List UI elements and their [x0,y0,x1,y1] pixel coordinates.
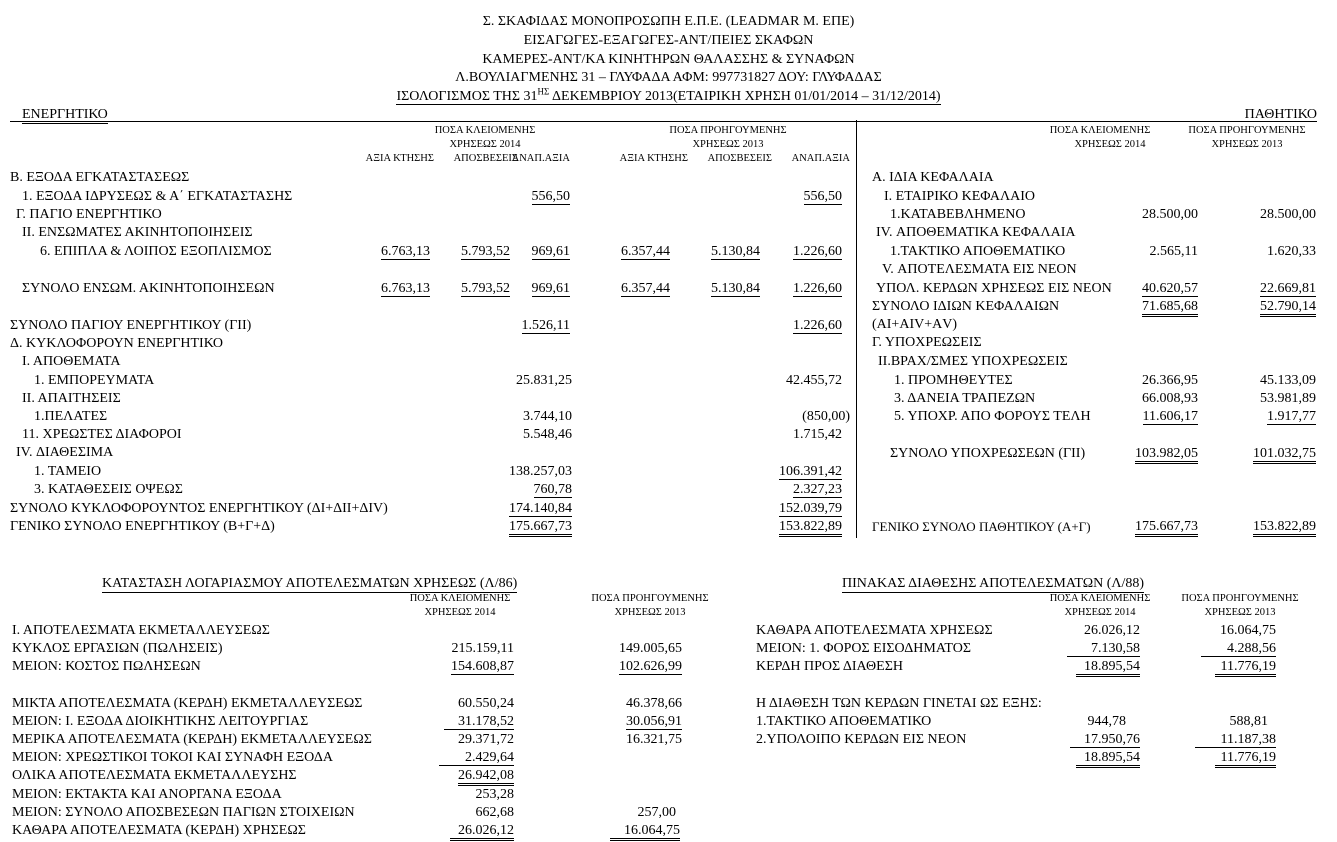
income-col-current-line-1: ΠΟΣΑ ΚΛΕΙΟΜΕΝΗΣ [409,593,511,604]
asset-merchandise-2014: 25.831,25 [516,373,572,388]
liab-paid-in-2013: 28.500,00 [1260,207,1316,222]
asset-furniture-net-2014: 969,61 [531,244,570,259]
liab-total-equity-2013: 52.790,14 [1260,299,1316,317]
liab-label-g: Γ. ΥΠΟΧΡΕΩΣΕΙΣ [872,335,982,350]
asset-debtors-2013: 1.715,42 [793,427,842,442]
asset-label-merchandise: 1. ΕΜΠΟΡΕΥΜΑΤΑ [34,373,155,388]
company-name: Σ. ΣΚΑΦΙΔΑΣ ΜΟΝΟΠΡΟΣΩΠΗ Ε.Π.Ε. (LEADMAR M. ΕΠΕ) [482,14,855,29]
dist-net-results-2014: 26.026,12 [1084,623,1140,638]
company-address: Λ.ΒΟΥΛΙΑΓΜΕΝΗΣ 31 – ΓΛΥΦΑΔΑ ΑΦΜ: 997731827 ΔΟΥ: ΓΛΥΦΑΔΑΣ [455,70,882,85]
dist-legal-reserve-2014: 944,78 [1087,714,1126,729]
liabilities-heading: ΠΑΘΗΤΙΚΟ [1244,107,1317,122]
assets-sub-dep-2014: ΑΠΟΣΒΕΣΕΙΣ [453,153,518,164]
asset-total-fixed-2014: 1.526,11 [521,318,570,333]
asset-label-tangible: ΙΙ. ΕΝΣΩΜΑΤΕΣ ΑΚΙΝΗΤΟΠΟΙΗΣΕΙΣ [22,225,253,240]
asset-merchandise-2013: 42.455,72 [786,373,842,388]
balance-sheet-title-post: ΔΕΚΕΜΒΡΙΟΥ 2013(ΕΤΑΙΡΙΚΗ ΧΡΗΣΗ 01/01/2014 – 31/12/2014) [549,89,941,104]
asset-label-total-current: ΣΥΝΟΛΟ ΚΥΚΛΟΦΟΡΟΥΝΤΟΣ ΕΝΕΡΓΗΤΙΚΟΥ (ΔΙ+ΔΙΙ+ΔΙV) [10,501,388,516]
income-partial-2014: 29.371,72 [458,732,514,747]
income-label-depreciation: ΜΕΙΟΝ: ΣΥΝΟΛΟ ΑΠΟΣΒΕΣΕΩΝ ΠΑΓΙΩΝ ΣΤΟΙΧΕΙΩΝ [12,805,355,820]
asset-total-current-2013: 152.039,79 [779,501,842,516]
income-label-extraordinary: ΜΕΙΟΝ: ΕΚΤΑΚΤΑ ΚΑΙ ΑΝΟΡΓΑΝΑ ΕΞΟΔΑ [12,787,282,802]
income-depreciation-2014: 662,68 [475,805,514,820]
asset-debtors-2014: 5.548,46 [523,427,572,442]
income-col-prev-line-2: ΧΡΗΣΕΩΣ 2013 [614,607,686,618]
dist-income-tax-2014: 7.130,58 [1067,641,1140,657]
dist-label-net-results: ΚΑΘΑΡΑ ΑΠΟΤΕΛΕΣΜΑΤΑ ΧΡΗΣΕΩΣ [756,623,993,638]
income-title: ΚΑΤΑΣΤΑΣΗ ΛΟΓΑΡΙΑΣΜΟΥ ΑΠΟΤΕΛΕΣΜΑΤΩΝ ΧΡΗΣΕΩΣ (Λ/86) [102,576,518,591]
asset-label-total-fixed: ΣΥΝΟΛΟ ΠΑΓΙΟΥ ΕΝΕΡΓΗΤΙΚΟΥ (ΓΙΙ) [10,318,252,333]
assets-col-prev-line-2: ΧΡΗΣΕΩΣ 2013 [692,139,764,150]
income-label-cogs: ΜΕΙΟΝ: ΚΟΣΤΟΣ ΠΩΛΗΣΕΩΝ [12,659,201,674]
asset-label-cash: 1. ΤΑΜΕΙΟ [34,464,102,479]
balance-sheet-title-sup: ΗΣ [537,86,550,97]
dist-label-income-tax: ΜΕΙΟΝ: 1. ΦΟΡΟΣ ΕΙΣΟΔΗΜΑΤΟΣ [756,641,971,656]
distribution-title: ΠΙΝΑΚΑΣ ΔΙΑΘΕΣΗΣ ΑΠΟΤΕΛΕΣΜΑΤΩΝ (Λ/88) [842,576,1145,591]
income-label-sales: ΚΥΚΛΟΣ ΕΡΓΑΣΙΩΝ (ΠΩΛΗΣΕΙΣ) [12,641,223,656]
header-rule [10,121,1317,122]
liab-label-total-liabilities: ΣΥΝΟΛΟ ΥΠΟΧΡΕΩΣΕΩΝ (ΓΙΙ) [890,446,1086,461]
dist-label-distributable: ΚΕΡΔΗ ΠΡΟΣ ΔΙΑΘΕΣΗ [756,659,903,674]
asset-label-grand-total: ΓΕΝΙΚΟ ΣΥΝΟΛΟ ΕΝΕΡΓΗΤΙΚΟΥ (Β+Γ+Δ) [10,519,275,534]
liab-legal-reserve-2014: 2.565,11 [1149,244,1198,259]
income-admin-2013: 30.056,91 [626,714,682,729]
income-label-total-operating: ΟΛΙΚΑ ΑΠΟΤΕΛΕΣΜΑΤΑ ΕΚΜΕΤΑΛΛΕΥΣΗΣ [12,768,297,783]
asset-label-debtors: 11. ΧΡΕΩΣΤΕΣ ΔΙΑΦΟΡΟΙ [22,427,182,442]
income-net-2014: 26.026,12 [450,823,514,841]
dist-label-allocation: Η ΔΙΑΘΕΣΗ ΤΩΝ ΚΕΡΔΩΝ ΓΙΝΕΤΑΙ ΩΣ ΕΞΗΣ: [756,696,1042,711]
income-gross-2014: 60.550,24 [458,696,514,711]
asset-customers-2013: (850,00) [802,409,850,424]
asset-customers-2014: 3.744,10 [523,409,572,424]
liab-label-total-equity-formula: (ΑΙ+ΑΙV+ΑV) [872,317,957,332]
income-label-interest: ΜΕΙΟΝ: ΧΡΕΩΣΤΙΚΟΙ ΤΟΚΟΙ ΚΑΙ ΣΥΝΑΦΗ ΕΞΟΔΑ [12,750,334,765]
dist-col-prev-line-2: ΧΡΗΣΕΩΣ 2013 [1204,607,1276,618]
asset-cash-2013: 106.391,42 [779,464,842,479]
income-label-admin: ΜΕΙΟΝ: Ι. ΕΞΟΔΑ ΔΙΟΙΚΗΤΙΚΗΣ ΛΕΙΤΟΥΡΓΙΑΣ [12,714,309,729]
liab-retained-2014: 40.620,57 [1142,281,1198,296]
dist-retained-2013: 11.187,38 [1195,732,1276,748]
liab-paid-in-2014: 28.500,00 [1142,207,1198,222]
income-cogs-2014: 154.608,87 [451,659,514,674]
asset-label-d: Δ. ΚΥΚΛΟΦΟΡΟΥΝ ΕΝΕΡΓΗΤΙΚΟ [10,336,223,351]
liab-suppliers-2014: 26.366,95 [1142,373,1198,388]
liab-grand-total-2013: 153.822,89 [1253,519,1316,537]
income-label-gross: ΜΙΚΤΑ ΑΠΟΤΕΛΕΣΜΑΤΑ (ΚΕΡΔΗ) ΕΚΜΕΤΑΛΛΕΥΣΕΩΣ [12,696,363,711]
liab-label-retained: ΥΠΟΛ. ΚΕΡΔΩΝ ΧΡΗΣΕΩΣ ΕΙΣ ΝΕΟΝ [876,281,1112,296]
asset-deposits-2013: 2.327,23 [793,482,842,497]
income-total-operating-2014: 26.942,08 [458,768,514,786]
asset-label-receivables: ΙΙ. ΑΠΑΙΤΗΣΕΙΣ [22,391,121,406]
asset-furniture-dep-2014: 5.793,52 [461,244,510,259]
liab-label-a: Α. ΙΔΙΑ ΚΕΦΑΛΑΙΑ [872,170,994,185]
liab-total-equity-2014: 71.685,68 [1142,299,1198,317]
income-label-partial: ΜΕΡΙΚΑ ΑΠΟΤΕΛΕΣΜΑΤΑ (ΚΕΡΔΗ) ΕΚΜΕΤΑΛΛΕΥΣΕΩΣ [12,732,372,747]
dist-distributable-2014: 18.895,54 [1076,659,1140,677]
assets-col-current-line-2: ΧΡΗΣΕΩΣ 2014 [449,139,521,150]
liab-label-paid-in: 1.ΚΑΤΑΒΕΒΛΗΜΕΝΟ [890,207,1026,222]
asset-label-cash-equiv: IV. ΔΙΑΘΕΣΙΜΑ [16,445,114,460]
income-sales-2014: 215.159,11 [451,641,514,656]
income-admin-2014: 31.178,52 [444,714,514,730]
dist-col-current-line-1: ΠΟΣΑ ΚΛΕΙΟΜΕΝΗΣ [1049,593,1151,604]
liab-label-taxes: 5. ΥΠΟΧΡ. ΑΠΟ ΦΟΡΟΥΣ ΤΕΛΗ [894,409,1091,424]
income-label-net: ΚΑΘΑΡΑ ΑΠΟΤΕΛΕΣΜΑΤΑ (ΚΕΡΔΗ) ΧΡΗΣΕΩΣ [12,823,306,838]
income-net-2013: 16.064,75 [610,823,680,841]
liab-label-reserves: IV. ΑΠΟΘΕΜΑΤΙΚΑ ΚΕΦΑΛΑΙΑ [876,225,1076,240]
asset-label-furniture: 6. ΕΠΙΠΛΑ & ΛΟΙΠΟΣ ΕΞΟΠΛΙΣΜΟΣ [40,244,272,259]
assets-heading: ΕΝΕΡΓΗΤΙΚΟ [22,107,108,122]
liab-suppliers-2013: 45.133,09 [1260,373,1316,388]
balance-sheet-title [0,86,1337,105]
liab-taxes-2014: 11.606,17 [1142,409,1198,424]
liab-col-prev-line-1: ΠΟΣΑ ΠΡΟΗΓΟΥΜΕΝΗΣ [1188,125,1306,136]
asset-label-formation: 1. ΕΞΟΔΑ ΙΔΡΥΣΕΩΣ & Α΄ ΕΓΚΑΤΑΣΤΑΣΗΣ [22,189,293,204]
asset-formation-net-2014: 556,50 [531,189,570,204]
asset-grand-total-2013: 153.822,89 [779,519,842,537]
asset-total-tangible-net-2014: 969,61 [531,281,570,296]
asset-total-tangible-dep-2013: 5.130,84 [711,281,760,296]
asset-total-tangible-cost-2014: 6.763,13 [381,281,430,296]
liab-bank-loans-2014: 66.008,93 [1142,391,1198,406]
asset-furniture-cost-2013: 6.357,44 [621,244,670,259]
dist-col-current-line-2: ΧΡΗΣΕΩΣ 2014 [1064,607,1136,618]
asset-formation-net-2013: 556,50 [803,189,842,204]
liab-col-prev-line-2: ΧΡΗΣΕΩΣ 2013 [1211,139,1283,150]
liab-col-current-line-1: ΠΟΣΑ ΚΛΕΙΟΜΕΝΗΣ [1049,125,1151,136]
asset-label-inventory: Ι. ΑΠΟΘΕΜΑΤΑ [22,354,121,369]
dist-total-2013: 11.776,19 [1215,750,1276,768]
balance-sheet-title-pre: ΙΣΟΛΟΓΙΣΜΟΣ ΤΗΣ 31 [396,89,538,104]
assets-col-current-line-1: ΠΟΣΑ ΚΛΕΙΟΜΕΝΗΣ [434,125,536,136]
asset-furniture-net-2013: 1.226,60 [793,244,842,259]
liab-label-share-capital: Ι. ΕΤΑΙΡΙΚΟ ΚΕΦΑΛΑΙΟ [884,189,1035,204]
asset-total-current-2014: 174.140,84 [509,501,572,516]
liab-label-suppliers: 1. ΠΡΟΜΗΘΕΥΤΕΣ [894,373,1013,388]
dist-distributable-2013: 11.776,19 [1215,659,1276,677]
income-interest-2014: 2.429,64 [439,750,514,766]
liab-label-retained-heading: V. ΑΠΟΤΕΛΕΣΜΑΤΑ ΕΙΣ ΝΕΟΝ [882,262,1077,277]
asset-total-tangible-dep-2014: 5.793,52 [461,281,510,296]
liab-col-current-line-2: ΧΡΗΣΕΩΣ 2014 [1074,139,1146,150]
income-gross-2013: 46.378,66 [626,696,682,711]
assets-col-prev-line-1: ΠΟΣΑ ΠΡΟΗΓΟΥΜΕΝΗΣ [669,125,787,136]
assets-sub-cost-2013: ΑΞΙΑ ΚΤΗΣΗΣ [619,153,688,164]
income-col-current-line-2: ΧΡΗΣΕΩΣ 2014 [424,607,496,618]
assets-sub-dep-2013: ΑΠΟΣΒΕΣΕΙΣ [707,153,772,164]
income-depreciation-2013: 257,00 [637,805,676,820]
liab-legal-reserve-2013: 1.620,33 [1267,244,1316,259]
dist-label-retained: 2.ΥΠΟΛΟΙΠΟ ΚΕΡΔΩΝ ΕΙΣ ΝΕΟΝ [756,732,967,747]
income-col-prev-line-1: ΠΟΣΑ ΠΡΟΗΓΟΥΜΕΝΗΣ [591,593,709,604]
asset-grand-total-2014: 175.667,73 [509,519,572,537]
company-activity-line-1: ΕΙΣΑΓΩΓΕΣ-ΕΞΑΓΩΓΕΣ-ΑΝΤ/ΠΕΙΕΣ ΣΚΑΦΩΝ [523,33,814,48]
asset-label-deposits: 3. ΚΑΤΑΘΕΣΕΙΣ ΟΨΕΩΣ [34,482,183,497]
assets-sub-net-2013: ΑΝΑΠ.ΑΞΙΑ [791,153,850,164]
liab-label-grand-total: ΓΕΝΙΚΟ ΣΥΝΟΛΟ ΠΑΘΗΤΙΚΟΥ (Α+Γ) [872,519,1091,534]
income-label-operating: Ι. ΑΠΟΤΕΛΕΣΜΑΤΑ ΕΚΜΕΤΑΛΛΕΥΣΕΩΣ [12,623,270,638]
liab-label-total-equity: ΣΥΝΟΛΟ ΙΔΙΩΝ ΚΕΦΑΛΑΙΩΝ [872,299,1060,314]
liab-grand-total-2014: 175.667,73 [1135,519,1198,537]
assets-sub-cost-2014: ΑΞΙΑ ΚΤΗΣΗΣ [365,153,434,164]
company-activity-line-2: ΚΑΜΕΡΕΣ-ΑΝΤ/ΚΑ ΚΙΝΗΤΗΡΩΝ ΘΑΛΑΣΣΗΣ & ΣΥΝΑΦΩΝ [482,52,855,67]
dist-col-prev-line-1: ΠΟΣΑ ΠΡΟΗΓΟΥΜΕΝΗΣ [1181,593,1299,604]
asset-label-g: Γ. ΠΑΓΙΟ ΕΝΕΡΓΗΤΙΚΟ [16,207,162,222]
dist-retained-2014: 17.950,76 [1070,732,1140,748]
asset-total-tangible-net-2013: 1.226,60 [793,281,842,296]
asset-cash-2014: 138.257,03 [509,464,572,479]
liab-taxes-2013: 1.917,77 [1267,409,1316,424]
assets-sub-net-2014: ΑΝΑΠ.ΑΞΙΑ [511,153,570,164]
column-divider [856,120,857,538]
dist-label-legal-reserve: 1.ΤΑΚΤΙΚΟ ΑΠΟΘΕΜΑΤΙΚΟ [756,714,932,729]
liab-label-bank-loans: 3. ΔΑΝΕΙΑ ΤΡΑΠΕΖΩΝ [894,391,1036,406]
liab-label-short-term: ΙΙ.ΒΡΑΧ/ΣΜΕΣ ΥΠΟΧΡΕΩΣΕΙΣ [878,354,1068,369]
liab-total-liabilities-2013: 101.032,75 [1253,446,1316,464]
asset-total-tangible-cost-2013: 6.357,44 [621,281,670,296]
liab-label-legal-reserve: 1.ΤΑΚΤΙΚΟ ΑΠΟΘΕΜΑΤΙΚΟ [890,244,1066,259]
liab-bank-loans-2013: 53.981,89 [1260,391,1316,406]
asset-furniture-cost-2014: 6.763,13 [381,244,430,259]
dist-legal-reserve-2013: 588,81 [1229,714,1268,729]
asset-label-b: Β. ΕΞΟΔΑ ΕΓΚΑΤΑΣΤΑΣΕΩΣ [10,170,190,185]
income-extraordinary-2014: 253,28 [475,787,514,802]
asset-label-total-tangible: ΣΥΝΟΛΟ ΕΝΣΩΜ. ΑΚΙΝΗΤΟΠΟΙΗΣΕΩΝ [22,281,275,296]
asset-furniture-dep-2013: 5.130,84 [711,244,760,259]
asset-total-fixed-2013: 1.226,60 [793,318,842,333]
income-sales-2013: 149.005,65 [619,641,682,656]
liab-retained-2013: 22.669,81 [1260,281,1316,296]
dist-income-tax-2013: 4.288,56 [1201,641,1276,657]
dist-net-results-2013: 16.064,75 [1220,623,1276,638]
dist-total-2014: 18.895,54 [1076,750,1140,768]
asset-deposits-2014: 760,78 [533,482,572,497]
asset-label-customers: 1.ΠΕΛΑΤΕΣ [34,409,108,424]
income-partial-2013: 16.321,75 [626,732,682,747]
income-cogs-2013: 102.626,99 [619,659,682,674]
liab-total-liabilities-2014: 103.982,05 [1135,446,1198,464]
